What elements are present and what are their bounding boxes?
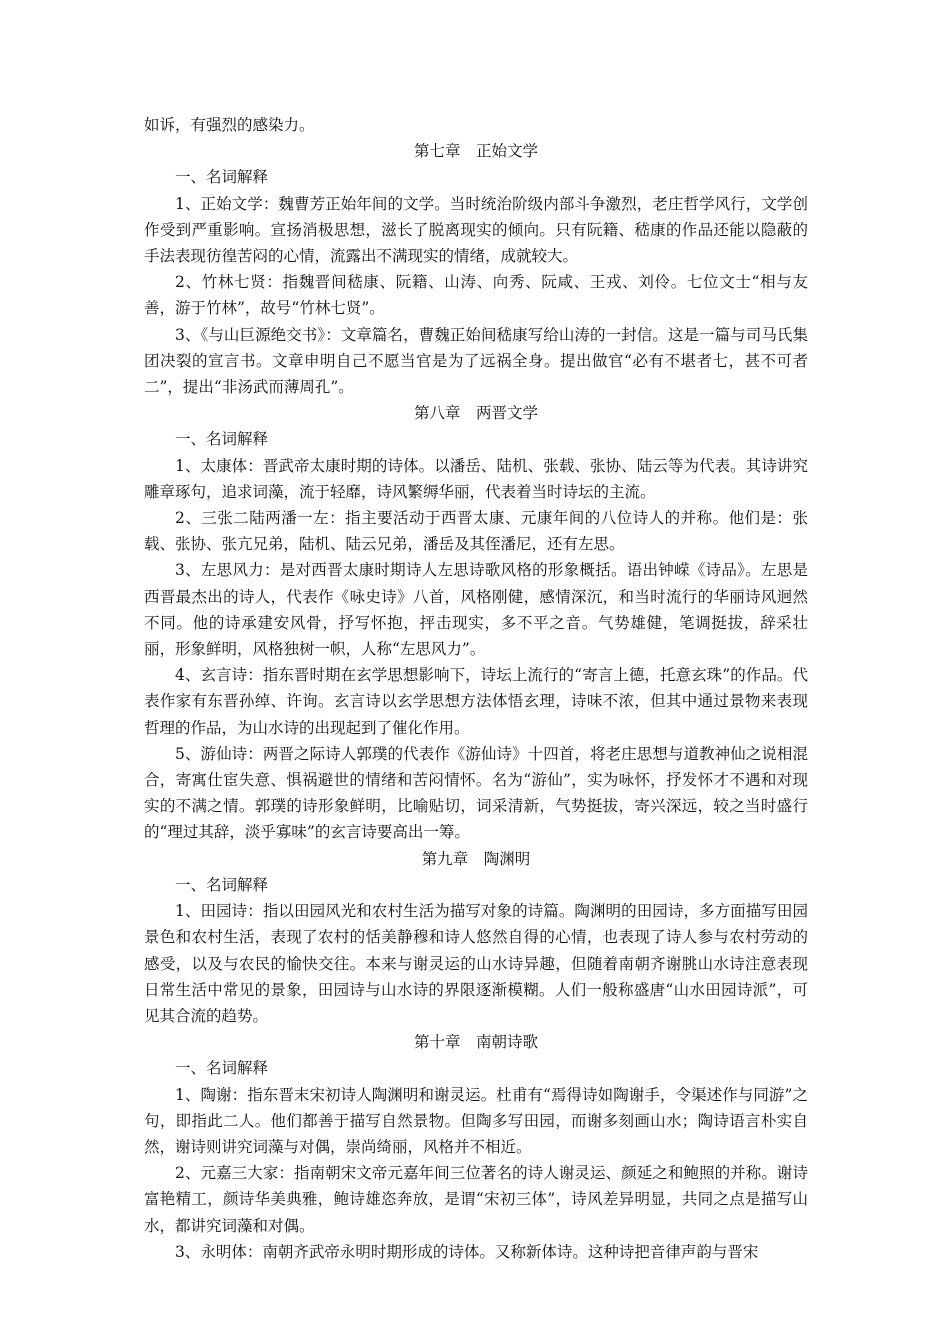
intro-paragraph: 如诉，有强烈的感染力。 bbox=[144, 116, 315, 134]
chapter-heading: 第十章 南朝诗歌 bbox=[413, 1033, 538, 1052]
section-chapter-10 bbox=[144, 1029, 808, 1265]
chapter-heading: 第七章 正始文学 bbox=[413, 142, 538, 161]
section-subheading: 一、名词解释 bbox=[175, 430, 269, 449]
term-paragraph: 3、《与山巨源绝交书》：文章篇名，曹魏正始间嵇康写给山涛的一封信。这是一篇与司马氏集团决裂的宣言书。文章申明自己不愿当官是为了远祸全身。提出做官“必有不堪者七，甚不可者二”，提出“非汤武而薄周孔”。 bbox=[144, 325, 808, 397]
section-subheading: 一、名词解释 bbox=[175, 168, 269, 187]
term-paragraph: 1、陶谢：指东晋末宋初诗人陶渊明和谢灵运。杜甫有“焉得诗如陶谢手，令渠述作与同游”之句，即指此二人。他们都善于描写自然景物。但陶多写田园，而谢多刻画山水；陶诗语言朴实自然，谢诗则讲究词藻与对偶，崇尚绮丽，风格并不相近。 bbox=[144, 1085, 808, 1156]
chapter-heading: 第八章 两晋文学 bbox=[413, 404, 538, 423]
term-paragraph: 2、竹林七贤：指魏晋间嵇康、阮籍、山涛、向秀、阮咸、王戎、刘伶。七位文士“相与友善，游于竹林”，故号“竹林七贤”。 bbox=[144, 273, 808, 318]
term-paragraph: 2、三张二陆两潘一左：指主要活动于西晋太康、元康年间的八位诗人的并称。他们是：张载、张协、张亢兄弟，陆机、陆云兄弟，潘岳及其侄潘尼，还有左思。 bbox=[144, 509, 808, 554]
term-paragraph: 3、永明体：南朝齐武帝永明时期形成的诗体。又称新体诗。这种诗把音律声韵与晋宋 bbox=[175, 1242, 759, 1261]
section-chapter-7 bbox=[144, 138, 808, 400]
section-chapter-9 bbox=[144, 846, 808, 1029]
section-subheading: 一、名词解释 bbox=[175, 875, 269, 894]
term-paragraph: 3、左思风力：是对西晋太康时期诗人左思诗歌风格的形象概括。语出钟嵘《诗品》。左思是西晋最杰出的诗人，代表作《咏史诗》八首，风格刚健，感情深沉，和当时流行的华丽诗风迥然不同。他的诗承建安风骨，抒写怀抱，抨击现实，多不平之音。气势雄健，笔调挺拔，辞采壮丽，形象鲜明，风格独树一帜，人称“左思风力”。 bbox=[144, 561, 808, 659]
chapter-heading: 第九章 陶渊明 bbox=[421, 849, 531, 868]
document-page bbox=[144, 112, 808, 1265]
term-paragraph: 4、玄言诗：指东晋时期在玄学思想影响下，诗坛上流行的“寄言上德，托意玄珠”的作品。代表作家有东晋孙绰、许询。玄言诗以玄学思想方法体悟玄理，诗味不浓，但其中通过景物来表现哲理的作品，为山水诗的出现起到了催化作用。 bbox=[144, 666, 808, 737]
term-paragraph: 5、游仙诗：两晋之际诗人郭璞的代表作《游仙诗》十四首，将老庄思想与道教神仙之说相混合，寄寓仕宦失意、惧祸避世的情绪和苦闷情怀。名为“游仙”，实为咏怀，抒发怀才不遇和对现实的不满之情。郭璞的诗形象鲜明，比喻贴切，词采清新，气势挺拔，寄兴深远，较之当时盛行的“理过其辞，淡乎寡味”的玄言诗要高出一筹。 bbox=[144, 744, 808, 842]
section-chapter-8 bbox=[144, 400, 808, 845]
term-paragraph: 1、太康体：晋武帝太康时期的诗体。以潘岳、陆机、张载、张协、陆云等为代表。其诗讲究雕章琢句，追求词藻，流于轻靡，诗风繁缛华丽，代表着当时诗坛的主流。 bbox=[144, 456, 808, 501]
section-subheading: 一、名词解释 bbox=[175, 1059, 269, 1078]
term-paragraph: 2、元嘉三大家：指南朝宋文帝元嘉年间三位著名的诗人谢灵运、颜延之和鲍照的并称。谢诗富艳精工，颜诗华美典雅，鲍诗雄恣奔放，是谓“宋初三体”，诗风差异明显，共同之点是描写山水，都讲究词藻和对偶。 bbox=[144, 1164, 808, 1235]
term-paragraph: 1、田园诗：指以田园风光和农村生活为描写对象的诗篇。陶渊明的田园诗，多方面描写田园景色和农村生活，表现了农村的恬美静穆和诗人悠然自得的心情，也表现了诗人参与农村劳动的感受，以及与农民的愉快交往。本来与谢灵运的山水诗异趣，但随着南朝齐谢朓山水诗注意表现日常生活中常见的景象，田园诗与山水诗的界限逐渐模糊。人们一般称盛唐“山水田园诗派”，可见其合流的趋势。 bbox=[144, 902, 808, 1025]
term-paragraph: 1、正始文学：魏曹芳正始年间的文学。当时统治阶级内部斗争激烈，老庄哲学风行，文学创作受到严重影响。宣扬消极思想，滋长了脱离现实的倾向。只有阮籍、嵇康的作品还能以隐蔽的手法表现彷徨苦闷的心情，流露出不满现实的情绪，成就较大。 bbox=[144, 194, 808, 266]
